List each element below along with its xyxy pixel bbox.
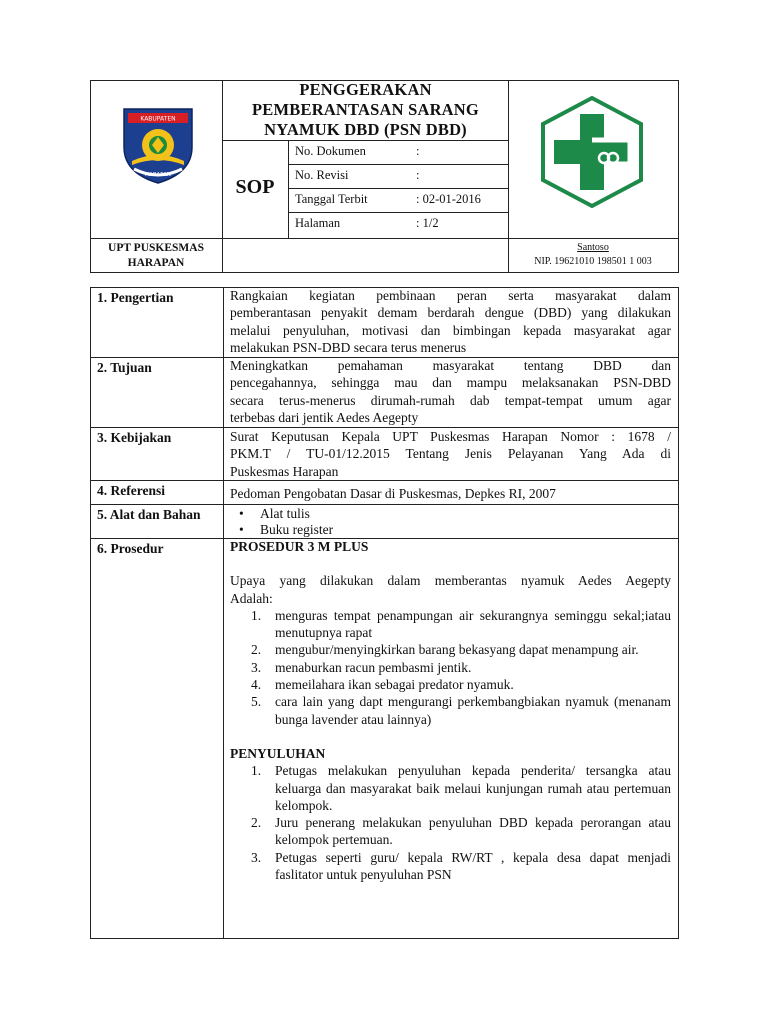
puskesmas-cross-logo: [536, 94, 648, 210]
meta-value-no-dokumen: :: [416, 144, 420, 158]
list-item: 2. mengubur/menyingkirkan barang bekasyang dapat menampung air.: [251, 642, 639, 658]
prosedur-heading-penyuluhan: PENYULUHAN: [230, 745, 326, 761]
signer-name: Santoso: [577, 242, 609, 253]
svg-text:HARAPAN: HARAPAN: [144, 172, 172, 178]
section-label-alat-bahan: 5. Alat dan Bahan: [97, 507, 201, 522]
meta-label-tanggal-terbit: Tanggal Terbit: [295, 192, 368, 206]
meta-label-no-revisi: No. Revisi: [295, 168, 349, 182]
section-list-alat-bahan: [230, 506, 671, 537]
unit-name: UPT PUSKESMAS HARAPAN: [108, 242, 204, 269]
meta-label-no-dokumen: No. Dokumen: [295, 144, 366, 158]
meta-value-no-revisi: :: [416, 168, 420, 182]
meta-label-halaman: Halaman: [295, 216, 341, 230]
section-text-kebijakan: Surat Keputusan Kepala UPT Puskesmas Harapan Nomor : 1678 / PKM.T / TU-01/12.2015 Tentang Jenis Pelayanan Yang Ada di Puskesmas Harapan: [230, 429, 671, 479]
section-label-prosedur: 6. Prosedur: [97, 541, 164, 556]
meta-value-halaman: : 1/2: [416, 216, 439, 230]
prosedur-3m-list: [230, 607, 671, 728]
list-item: 1. Petugas melakukan penyuluhan kepada penderita/ tersangka atau keluarga dan masyarakat baik melaui kunjungan rumah atau pertemuan kelompok.: [251, 763, 671, 813]
section-label-referensi: 4. Referensi: [97, 483, 165, 498]
section-label-kebijakan: 3. Kebijakan: [97, 430, 172, 445]
document-title: PENGGERAKAN PEMBERANTASAN SARANG NYAMUK DBD (PSN DBD): [252, 80, 479, 139]
section-label-pengertian: 1. Pengertian: [97, 290, 174, 305]
section-text-prosedur: [230, 538, 671, 883]
sop-label: SOP: [235, 176, 275, 198]
section-label-tujuan: 2. Tujuan: [97, 360, 152, 375]
list-item: 3. Petugas seperti guru/ kepala RW/RT , kepala desa dapat menjadi faslitator untuk penyuluhan PSN: [251, 849, 671, 883]
section-text-pengertian: Rangkaian kegiatan pembinaan peran serta masyarakat dalam pemberantasan penyakit demam berdarah dengue (DBD) yang dilakukan melalui penyuluhan, motivasi dan bimbingan kepada masyarakat agar melakukan PSN-DBD secara terus menerus: [230, 288, 671, 355]
svg-text:KABUPATEN: KABUPATEN: [140, 115, 176, 123]
list-item: 5. cara lain yang dapt mengurangi perkembangbiakan nyamuk (menanam bunga lavender atau lainnya): [251, 694, 671, 727]
prosedur-intro-adalah: Adalah:: [230, 590, 273, 606]
penyuluhan-list: [230, 762, 671, 883]
list-item: • Buku register: [230, 522, 671, 538]
section-text-tujuan: Meningkatkan pemahaman masyarakat tentang DBD dan pencegahannya, sehingga mau dan mampu melaksanakan PSN-DBD secara terus-menerus dirumah-rumah dab tempat-tempat umum agar terbebas dari jentik Aedes Aegepty: [230, 358, 671, 425]
list-item: • Alat tulis: [230, 506, 671, 522]
meta-value-tanggal-terbit: : 02-01-2016: [416, 192, 481, 206]
list-item: 1. menguras tempat penampungan air sekurangnya seminggu sekal;iatau menutupnya rapat: [251, 607, 671, 641]
list-item: 2. Juru penerang melakukan penyuluhan DBD kepada perorangan atau kelompok pertemuan.: [251, 815, 671, 848]
list-item: 3. menaburkan racun pembasmi jentik.: [251, 659, 472, 675]
section-text-referensi: Pedoman Pengobatan Dasar di Puskesmas, Depkes RI, 2007: [230, 486, 556, 501]
list-item: 4. memeilahara ikan sebagai predator nyamuk.: [251, 677, 514, 693]
prosedur-heading-3m-plus: PROSEDUR 3 M PLUS: [230, 539, 369, 554]
regency-emblem-logo: [118, 103, 198, 188]
signer-nip: NIP. 19621010 198501 1 003: [534, 256, 652, 267]
prosedur-intro: Upaya yang dilakukan dalam memberantas nyamuk Aedes Aegepty: [230, 573, 671, 589]
